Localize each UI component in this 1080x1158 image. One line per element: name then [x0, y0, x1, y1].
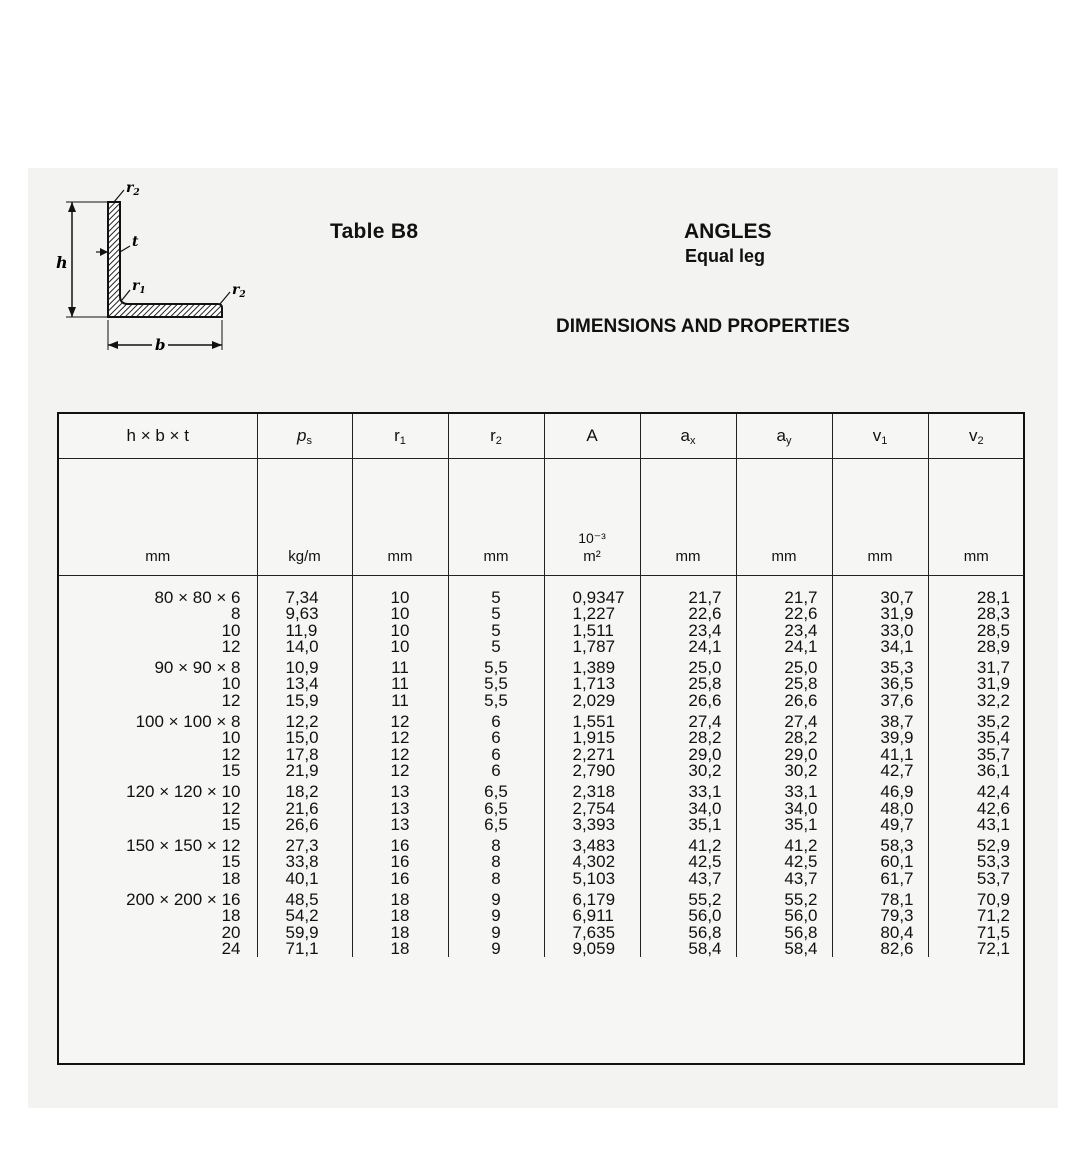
cell-r1: 12 [352, 730, 448, 746]
cell-ps: 15,0 [257, 730, 352, 746]
cell-ay: 55,2 [736, 887, 832, 908]
table-row [59, 576, 1024, 607]
cell-a: 3,393 [544, 817, 640, 833]
table-row [59, 779, 1024, 800]
cell-ay: 33,1 [736, 779, 832, 800]
h-label: h [56, 253, 68, 272]
cell-ax: 42,5 [640, 854, 736, 870]
cell-ay: 27,4 [736, 709, 832, 730]
cell-ax: 25,0 [640, 655, 736, 676]
cell-a: 5,103 [544, 871, 640, 887]
unit-r1: mm [352, 459, 448, 576]
cell-ay: 35,1 [736, 817, 832, 833]
cell-r1: 18 [352, 908, 448, 924]
table-row [59, 623, 1024, 639]
cell-r2: 5 [448, 639, 544, 655]
cell-ay: 34,0 [736, 801, 832, 817]
cell-a: 6,911 [544, 908, 640, 924]
r1-label: $r_1$ [132, 278, 146, 296]
cell-a: 6,179 [544, 887, 640, 908]
cell-v1: 48,0 [832, 801, 928, 817]
cell-a: 1,551 [544, 709, 640, 730]
cell-r1: 11 [352, 693, 448, 709]
cell-v1: 42,7 [832, 763, 928, 779]
cell-v2: 35,2 [928, 709, 1024, 730]
cell-ps: 33,8 [257, 854, 352, 870]
page-subtitle: Equal leg [685, 246, 766, 266]
cell-v1: 36,5 [832, 676, 928, 692]
cell-r2: 5,5 [448, 693, 544, 709]
cell-ay: 26,6 [736, 693, 832, 709]
header-unit-row [59, 459, 1024, 576]
cell-v1: 80,4 [832, 925, 928, 941]
cell-ps: 40,1 [257, 871, 352, 887]
cell-r1: 13 [352, 779, 448, 800]
table-row [59, 854, 1024, 870]
col-header-area: A [544, 414, 640, 459]
table-row [59, 925, 1024, 941]
cell-v2: 42,6 [928, 801, 1024, 817]
cell-v2: 28,3 [928, 606, 1024, 622]
cell-ay: 56,0 [736, 908, 832, 924]
cell-r2: 5,5 [448, 655, 544, 676]
cell-r2: 6 [448, 747, 544, 763]
cell-a: 2,271 [544, 747, 640, 763]
cell-ps: 54,2 [257, 908, 352, 924]
cell-size: 90 × 90 × 8 [154, 658, 241, 678]
cell-ay: 41,2 [736, 833, 832, 854]
unit-ax: mm [640, 459, 736, 576]
cell-ps: 18,2 [257, 779, 352, 800]
cell-v1: 37,6 [832, 693, 928, 709]
col-header-v2: v2 [928, 414, 1024, 459]
unit-size: mm [59, 459, 257, 576]
col-header-r2: r2 [448, 414, 544, 459]
cell-a: 2,318 [544, 779, 640, 800]
cell-ps: 21,6 [257, 801, 352, 817]
cell-v1: 39,9 [832, 730, 928, 746]
cell-ax: 30,2 [640, 763, 736, 779]
cell-v1: 31,9 [832, 606, 928, 622]
r2-right-label: $r_2$ [232, 282, 246, 300]
cell-r2: 9 [448, 887, 544, 908]
table-row [59, 606, 1024, 622]
cell-ay: 43,7 [736, 871, 832, 887]
cell-size: 12 [221, 798, 241, 818]
col-header-ay: ay [736, 414, 832, 459]
cell-v1: 58,3 [832, 833, 928, 854]
col-header-v1: v1 [832, 414, 928, 459]
cell-ax: 21,7 [640, 576, 736, 607]
cell-v1: 46,9 [832, 779, 928, 800]
unit-v1: mm [832, 459, 928, 576]
cell-r1: 18 [352, 925, 448, 941]
cell-r2: 8 [448, 854, 544, 870]
table-row [59, 676, 1024, 692]
cell-ay: 24,1 [736, 639, 832, 655]
cell-a: 1,915 [544, 730, 640, 746]
cell-v2: 52,9 [928, 833, 1024, 854]
cell-ay: 22,6 [736, 606, 832, 622]
cell-ay: 56,8 [736, 925, 832, 941]
cell-r1: 12 [352, 763, 448, 779]
cell-r1: 13 [352, 817, 448, 833]
cell-v2: 28,5 [928, 623, 1024, 639]
cell-ay: 28,2 [736, 730, 832, 746]
cell-ps: 14,0 [257, 639, 352, 655]
cell-ps: 9,63 [257, 606, 352, 622]
cell-ax: 28,2 [640, 730, 736, 746]
cell-v1: 82,6 [832, 941, 928, 957]
cell-ay: 42,5 [736, 854, 832, 870]
cell-v2: 36,1 [928, 763, 1024, 779]
cell-r2: 6 [448, 709, 544, 730]
cell-ax: 26,6 [640, 693, 736, 709]
header-symbol-row [59, 414, 1024, 459]
cell-r2: 5,5 [448, 676, 544, 692]
cell-size: 12 [221, 744, 241, 764]
cell-r2: 6,5 [448, 801, 544, 817]
col-header-size: h × b × t [59, 414, 257, 459]
table-row [59, 817, 1024, 833]
cell-v1: 61,7 [832, 871, 928, 887]
cell-r2: 9 [448, 925, 544, 941]
cell-v2: 32,2 [928, 693, 1024, 709]
cell-a: 1,511 [544, 623, 640, 639]
col-header-r1: r1 [352, 414, 448, 459]
cell-size: 18 [221, 906, 241, 926]
cell-ax: 56,0 [640, 908, 736, 924]
cell-a: 4,302 [544, 854, 640, 870]
cell-r2: 6,5 [448, 817, 544, 833]
table-row [59, 887, 1024, 908]
cell-ay: 23,4 [736, 623, 832, 639]
cell-size: 100 × 100 × 8 [135, 712, 241, 732]
cell-ax: 25,8 [640, 676, 736, 692]
cell-v2: 43,1 [928, 817, 1024, 833]
cell-ax: 35,1 [640, 817, 736, 833]
cell-r1: 16 [352, 854, 448, 870]
section-title: DIMENSIONS AND PROPERTIES [556, 316, 850, 337]
cell-v2: 31,7 [928, 655, 1024, 676]
unit-ps: kg/m [257, 459, 352, 576]
cell-ax: 56,8 [640, 925, 736, 941]
cell-v2: 72,1 [928, 941, 1024, 957]
cell-ax: 27,4 [640, 709, 736, 730]
table-row [59, 833, 1024, 854]
cell-ps: 48,5 [257, 887, 352, 908]
cell-r2: 9 [448, 908, 544, 924]
cell-r1: 11 [352, 676, 448, 692]
table-row [59, 709, 1024, 730]
cell-v2: 35,4 [928, 730, 1024, 746]
cell-r1: 12 [352, 747, 448, 763]
cell-a: 1,389 [544, 655, 640, 676]
b-label: b [155, 336, 166, 354]
table-row [59, 801, 1024, 817]
cell-ay: 25,8 [736, 676, 832, 692]
cell-ps: 15,9 [257, 693, 352, 709]
cell-a: 2,754 [544, 801, 640, 817]
cell-a: 1,227 [544, 606, 640, 622]
cell-size: 120 × 120 × 10 [126, 782, 241, 802]
table-row [59, 941, 1024, 957]
page-title: ANGLES [684, 220, 772, 243]
cell-ps: 13,4 [257, 676, 352, 692]
cell-ps: 21,9 [257, 763, 352, 779]
cell-v2: 35,7 [928, 747, 1024, 763]
cell-size: 10 [221, 620, 241, 640]
cell-size: 15 [221, 852, 241, 872]
unit-area-exponent: 10⁻³ [578, 530, 606, 546]
cell-v2: 28,9 [928, 639, 1024, 655]
col-header-ps: ps [257, 414, 352, 459]
cell-v2: 31,9 [928, 676, 1024, 692]
cell-r2: 8 [448, 833, 544, 854]
cell-r1: 10 [352, 639, 448, 655]
angles-data-table [57, 412, 1025, 1065]
cell-r2: 6 [448, 763, 544, 779]
cell-v2: 42,4 [928, 779, 1024, 800]
cell-v1: 41,1 [832, 747, 928, 763]
cell-ps: 11,9 [257, 623, 352, 639]
cell-ax: 58,4 [640, 941, 736, 957]
cell-a: 0,9347 [544, 576, 640, 607]
cell-v1: 60,1 [832, 854, 928, 870]
cell-ax: 24,1 [640, 639, 736, 655]
cell-v1: 30,7 [832, 576, 928, 607]
cell-ps: 12,2 [257, 709, 352, 730]
angle-profile-shape [108, 202, 222, 317]
table-row [59, 763, 1024, 779]
cell-size: 12 [221, 636, 241, 656]
cell-r1: 10 [352, 606, 448, 622]
cell-a: 1,787 [544, 639, 640, 655]
cell-ay: 29,0 [736, 747, 832, 763]
cell-ax: 43,7 [640, 871, 736, 887]
cell-v2: 71,5 [928, 925, 1024, 941]
table-row [59, 655, 1024, 676]
cell-v1: 49,7 [832, 817, 928, 833]
t-label: t [132, 234, 139, 250]
cell-ax: 33,1 [640, 779, 736, 800]
col-header-ax: ax [640, 414, 736, 459]
cell-r2: 5 [448, 576, 544, 607]
cell-a: 1,713 [544, 676, 640, 692]
cell-r2: 8 [448, 871, 544, 887]
unit-v2: mm [928, 459, 1024, 576]
cell-ax: 22,6 [640, 606, 736, 622]
cell-size: 24 [221, 938, 241, 958]
cell-ps: 17,8 [257, 747, 352, 763]
cell-ay: 25,0 [736, 655, 832, 676]
cell-size: 80 × 80 × 6 [154, 588, 241, 607]
cell-v2: 53,3 [928, 854, 1024, 870]
cell-v1: 35,3 [832, 655, 928, 676]
cell-a: 9,059 [544, 941, 640, 957]
angle-section-diagram [52, 180, 252, 360]
cell-ay: 30,2 [736, 763, 832, 779]
table-row [59, 908, 1024, 924]
cell-r1: 10 [352, 576, 448, 607]
cell-ax: 55,2 [640, 887, 736, 908]
cell-v1: 38,7 [832, 709, 928, 730]
cell-r1: 10 [352, 623, 448, 639]
cell-size: 15 [221, 760, 241, 780]
unit-r2: mm [448, 459, 544, 576]
cell-v1: 78,1 [832, 887, 928, 908]
table-number: Table B8 [330, 220, 419, 243]
cell-r1: 16 [352, 833, 448, 854]
table-body [59, 576, 1024, 958]
cell-r1: 12 [352, 709, 448, 730]
cell-ps: 71,1 [257, 941, 352, 957]
cell-size: 150 × 150 × 12 [126, 836, 241, 856]
cell-r2: 9 [448, 941, 544, 957]
table-row [59, 639, 1024, 655]
cell-size: 10 [221, 728, 241, 748]
cell-v1: 79,3 [832, 908, 928, 924]
cell-ax: 34,0 [640, 801, 736, 817]
cell-size: 200 × 200 × 16 [126, 890, 241, 910]
cell-a: 2,029 [544, 693, 640, 709]
cell-ax: 41,2 [640, 833, 736, 854]
cell-size: 18 [221, 868, 241, 888]
cell-r1: 18 [352, 941, 448, 957]
unit-ay: mm [736, 459, 832, 576]
unit-area: 10⁻³ m² [544, 459, 640, 576]
cell-ay: 21,7 [736, 576, 832, 607]
cell-ax: 29,0 [640, 747, 736, 763]
cell-r1: 16 [352, 871, 448, 887]
cell-r2: 6,5 [448, 779, 544, 800]
cell-size: 15 [221, 814, 241, 834]
cell-size: 12 [221, 690, 241, 710]
cell-v2: 71,2 [928, 908, 1024, 924]
cell-ps: 59,9 [257, 925, 352, 941]
cell-ay: 58,4 [736, 941, 832, 957]
cell-v2: 28,1 [928, 576, 1024, 607]
cell-ps: 26,6 [257, 817, 352, 833]
cell-r2: 5 [448, 606, 544, 622]
table-row [59, 747, 1024, 763]
cell-v2: 70,9 [928, 887, 1024, 908]
cell-r2: 5 [448, 623, 544, 639]
cell-ps: 10,9 [257, 655, 352, 676]
cell-ps: 7,34 [257, 576, 352, 607]
cell-r1: 18 [352, 887, 448, 908]
cell-r1: 11 [352, 655, 448, 676]
table-row [59, 730, 1024, 746]
cell-a: 3,483 [544, 833, 640, 854]
cell-v2: 53,7 [928, 871, 1024, 887]
cell-size: 8 [231, 604, 241, 624]
cell-ax: 23,4 [640, 623, 736, 639]
cell-v1: 34,1 [832, 639, 928, 655]
cell-size: 20 [221, 922, 241, 942]
r2-top-label: $r_2$ [126, 180, 140, 198]
cell-r1: 13 [352, 801, 448, 817]
table-row [59, 693, 1024, 709]
table-row [59, 871, 1024, 887]
cell-a: 7,635 [544, 925, 640, 941]
cell-v1: 33,0 [832, 623, 928, 639]
cell-size: 10 [221, 674, 241, 694]
cell-ps: 27,3 [257, 833, 352, 854]
cell-a: 2,790 [544, 763, 640, 779]
cell-r2: 6 [448, 730, 544, 746]
